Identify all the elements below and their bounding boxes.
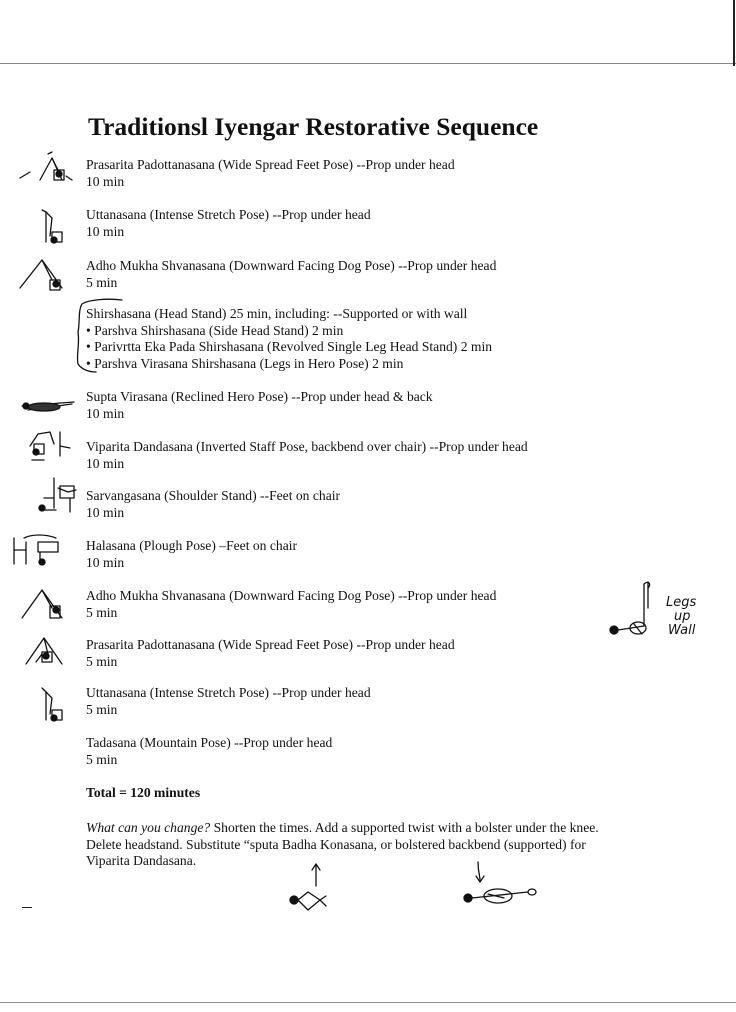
- pose-entry: [86, 488, 340, 521]
- pose-time: 5 min: [86, 701, 118, 717]
- pose-time: 10 min: [86, 455, 125, 471]
- pose-name: Tadasana (Mountain Pose) --Prop under head: [86, 735, 333, 750]
- note-line-2: Delete headstand. Substitute “sputa Badha Konasana, or bolstered backbend (supported) for: [86, 836, 586, 852]
- pose-name: Halasana (Plough Pose) –Feet on chair: [86, 538, 298, 553]
- headstand-group: [86, 306, 492, 372]
- pose-time: 5 min: [86, 604, 118, 620]
- standing-forward-bend-icon-2: [36, 686, 76, 726]
- headstand-item: • Parshva Shirshasana (Side Head Stand) 2 min: [86, 322, 344, 338]
- wide-leg-forward-bend-icon: [18, 150, 78, 190]
- page-title: Traditionsl Iyengar Restorative Sequence: [88, 112, 539, 141]
- headstand-item: • Parivrtta Eka Pada Shirshasana (Revolved Single Leg Head Stand) 2 min: [86, 339, 493, 354]
- pose-entry: [86, 439, 528, 472]
- pose-name: Uttanasana (Intense Stretch Pose) --Prop under head: [86, 207, 371, 222]
- standing-forward-bend-icon: [36, 206, 76, 248]
- change-note: [86, 820, 646, 870]
- pose-time: 5 min: [86, 653, 118, 669]
- pose-time: 5 min: [86, 751, 118, 767]
- pose-entry: [86, 207, 371, 240]
- note-question: What can you change?: [86, 820, 211, 835]
- headstand-item: • Parshva Virasana Shirshasana (Legs in Hero Pose) 2 min: [86, 355, 404, 371]
- hand-word: Wall: [668, 623, 696, 638]
- note-line-3: Viparita Dandasana.: [86, 853, 197, 868]
- pose-entry: [86, 389, 433, 422]
- downward-dog-icon: [16, 256, 72, 296]
- pose-name: Prasarita Padottanasana (Wide Spread Feet Pose) --Prop under head: [86, 637, 455, 652]
- hand-word: up: [674, 609, 691, 624]
- pose-name: Prasarita Padottanasana (Wide Spread Feet Pose) --Prop under head: [86, 157, 455, 172]
- headstand-main: Shirshasana (Head Stand) 25 min, including: --Supported or with wall: [86, 306, 468, 321]
- hand-word: Legs: [666, 595, 697, 610]
- pose-name: Viparita Dandasana (Inverted Staff Pose, backbend over chair) --Prop under head: [86, 439, 528, 454]
- bottom-scan-line: [0, 1002, 736, 1003]
- note-line-1-rest: Shorten the times. Add a supported twist with a bolster under the knee.: [210, 820, 599, 835]
- bound-angle-sketch-icon: [284, 862, 344, 918]
- legs-up-wall-icon: [604, 578, 664, 638]
- total-line: Total = 120 minutes: [86, 785, 201, 800]
- pose-time: 5 min: [86, 274, 118, 290]
- plough-pose-icon: [10, 528, 70, 572]
- pose-name: Adho Mukha Shvanasana (Downward Facing Dog Pose) --Prop under head: [86, 258, 497, 273]
- handwritten-legs-up-wall: [660, 596, 720, 638]
- supported-backbend-sketch-icon: [458, 858, 548, 914]
- pose-time: 10 min: [86, 504, 125, 520]
- pose-name: Sarvangasana (Shoulder Stand) --Feet on chair: [86, 488, 341, 503]
- stray-mark: [22, 907, 32, 908]
- note-line-1: [86, 820, 646, 837]
- pose-entry: [86, 735, 332, 768]
- pose-entry: [86, 685, 371, 718]
- wide-leg-forward-bend-icon-2: [22, 634, 72, 670]
- downward-dog-icon-2: [18, 586, 70, 626]
- headstand-bracket-icon: [70, 296, 130, 376]
- shoulder-stand-icon: [24, 474, 82, 518]
- pose-time: 10 min: [86, 405, 125, 421]
- pose-name: Supta Virasana (Reclined Hero Pose) --Prop under head & back: [86, 389, 433, 404]
- pose-entry: [86, 637, 455, 670]
- pose-entry: [86, 538, 297, 571]
- reclined-hero-icon: [14, 394, 80, 418]
- pose-time: 10 min: [86, 554, 125, 570]
- pose-time: 10 min: [86, 223, 125, 239]
- pose-name: Adho Mukha Shvanasana (Downward Facing Dog Pose) --Prop under head: [86, 588, 497, 603]
- pose-name: Uttanasana (Intense Stretch Pose) --Prop under head: [86, 685, 371, 700]
- pose-time: 10 min: [86, 173, 125, 189]
- pose-entry: [86, 258, 496, 291]
- pose-entry: [86, 588, 496, 621]
- pose-entry: [86, 157, 455, 190]
- top-scan-line: [0, 63, 736, 64]
- backbend-chair-icon: [24, 426, 74, 466]
- right-edge-line: [733, 0, 735, 66]
